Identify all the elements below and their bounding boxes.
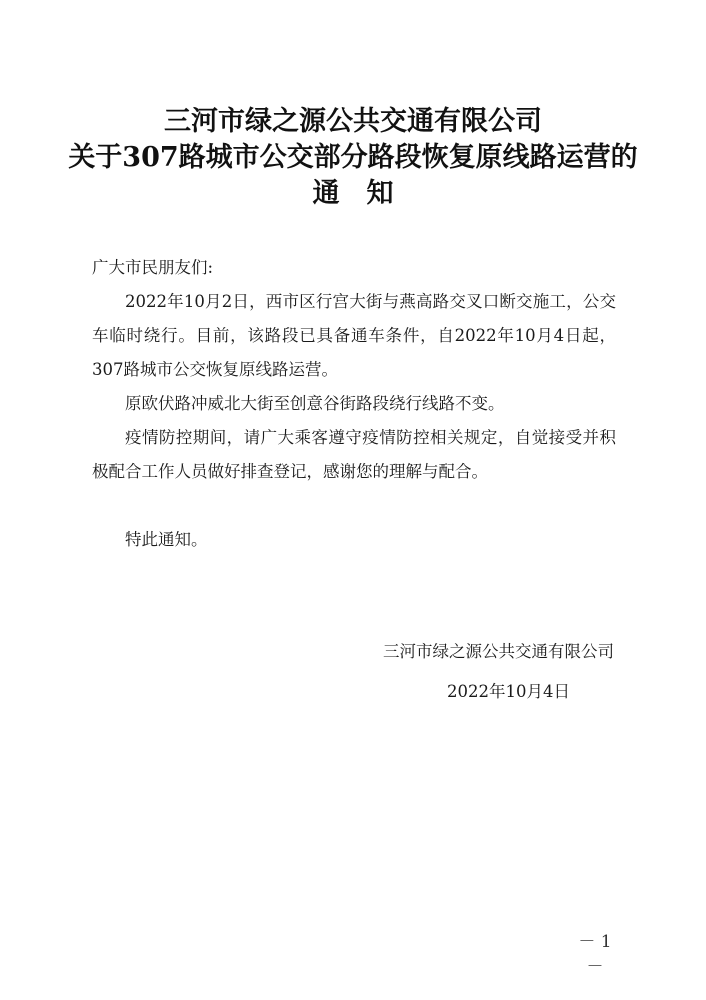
paragraph-detour: 原欧伏路冲威北大街至创意谷街路段绕行线路不变。 [125,394,505,413]
signature-organization: 三河市绿之源公共交通有限公司 [383,642,614,661]
page-number: － 1 － [578,932,612,977]
closing-remark: 特此通知。 [125,530,208,549]
spacer [92,489,616,523]
paragraph-epidemic: 疫情防控期间，请广大乘客遵守疫情防控相关规定，自觉接受并积极配合工作人员做好排查登记，感谢您的理解与配合。 [92,428,616,481]
title-subject: 关于307路城市公交部分路段恢复原线路运营的 [68,142,638,173]
notice-title [0,104,706,212]
notice-body [92,251,616,557]
salutation: 广大市民朋友们: [92,258,214,277]
signature-block [383,632,614,712]
signature-date: 2022年10月4日 [447,682,570,701]
title-company: 三河市绿之源公共交通有限公司 [164,106,542,137]
title-notice: 通 知 [312,178,394,209]
paragraph-construction: 2022年10月2日，西市区行宫大街与燕高路交叉口断交施工，公交车临时绕行。目前，该路段已具备通车条件，自2022年10月4日起，307路城市公交恢复原线路运营。 [92,292,616,379]
